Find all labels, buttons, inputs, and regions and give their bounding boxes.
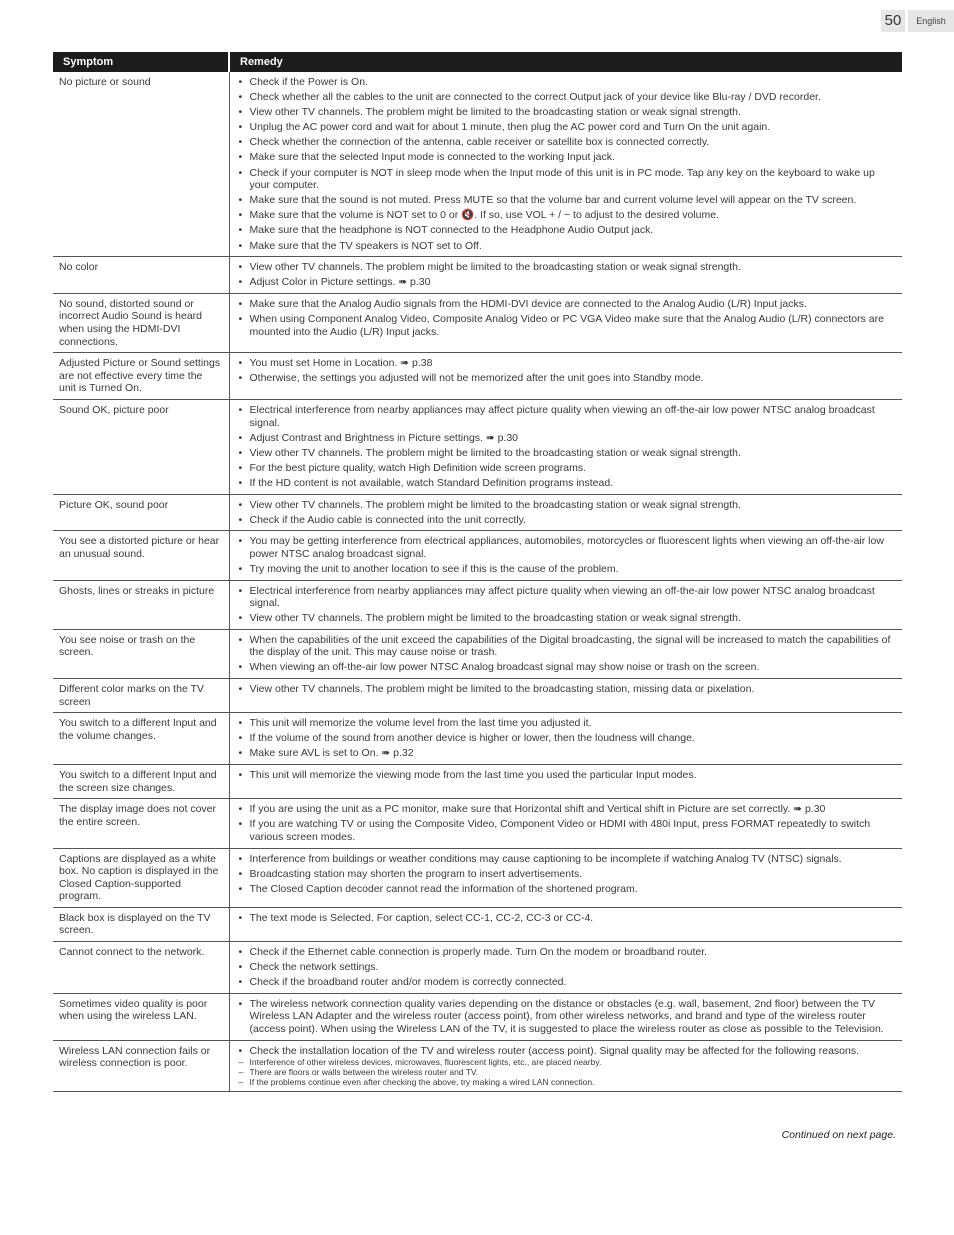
remedy-item: • The Closed Caption decoder cannot read the information of the shortened program.: [239, 883, 897, 896]
table-row: [53, 942, 902, 994]
remedy-item: • View other TV channels. The problem might be limited to the broadcasting station or weak signal strength.: [239, 499, 897, 512]
remedy-item: • Check if the broadband router and/or modem is correctly connected.: [239, 976, 897, 989]
remedy-item: • When the capabilities of the unit exceed the capabilities of the Digital broadcasting, the signal will be increased to match the capabilities of the display of the unit. This may cause noise or trash.: [239, 634, 897, 659]
remedy-item: • Check the network settings.: [239, 961, 897, 974]
remedy-item: • View other TV channels. The problem might be limited to the broadcasting station or weak signal strength.: [239, 612, 897, 625]
remedy-list: [239, 298, 897, 338]
symptom-cell: Cannot connect to the network.: [53, 942, 229, 994]
table-row: [53, 531, 902, 580]
remedy-subnote: – There are floors or walls between the wireless router and TV.: [239, 1067, 897, 1077]
remedy-item: • View other TV channels. The problem might be limited to the broadcasting station or weak signal strength.: [239, 261, 897, 274]
remedy-cell: [229, 713, 902, 765]
remedy-item: • Broadcasting station may shorten the program to insert advertisements.: [239, 868, 897, 881]
table-row: [53, 257, 902, 294]
table-row: [53, 353, 902, 400]
table-row: [53, 629, 902, 678]
symptom-cell: Ghosts, lines or streaks in picture: [53, 580, 229, 629]
remedy-cell: [229, 679, 902, 713]
remedy-subnote: – If the problems continue even after checking the above, try making a wired LAN connection.: [239, 1077, 897, 1087]
remedy-cell: [229, 848, 902, 907]
remedy-cell: [229, 494, 902, 531]
remedy-item: • Make sure that the headphone is NOT connected to the Headphone Audio Output jack.: [239, 224, 897, 237]
remedy-list: [239, 634, 897, 674]
remedy-cell: [229, 257, 902, 294]
symptom-cell: Sound OK, picture poor: [53, 399, 229, 494]
symptom-cell: Wireless LAN connection fails or wireless connection is poor.: [53, 1040, 229, 1092]
remedy-item: • Make sure AVL is set to On. ➠ p.32: [239, 747, 897, 760]
symptom-cell: You switch to a different Input and the volume changes.: [53, 713, 229, 765]
symptom-cell: You see noise or trash on the screen.: [53, 629, 229, 678]
remedy-item: • The wireless network connection quality varies depending on the distance or obstacles (e.g. wall, basement, 2nd floor) between the TV Wireless LAN Adapter and the wireless router (access point), from other wireless networks, and brand and type of the wireless router (access point). When using the Wireless LAN of the TV, it is suggested to place the wireless router as close as possible to the Television.: [239, 998, 897, 1036]
remedy-list: [239, 499, 897, 527]
table-row: [53, 1040, 902, 1092]
remedy-item: • When using Component Analog Video, Composite Analog Video or PC VGA Video make sure that the Analog Audio (L/R) connectors are mounted into the Audio (L/R) Input jacks.: [239, 313, 897, 338]
remedy-item: • This unit will memorize the viewing mode from the last time you used the particular Input modes.: [239, 769, 897, 782]
remedy-item: • Check if the Audio cable is connected into the unit correctly.: [239, 514, 897, 527]
remedy-cell: [229, 580, 902, 629]
remedy-cell: [229, 993, 902, 1040]
table-row: [53, 907, 902, 941]
remedy-item: • Check if your computer is NOT in sleep mode when the Input mode of this unit is in PC mode. Tap any key on the keyboard to wake up your computer.: [239, 167, 897, 192]
remedy-item: • If you are using the unit as a PC monitor, make sure that Horizontal shift and Vertical shift in Picture are set correctly. ➠ p.30: [239, 803, 897, 816]
remedy-item: • Make sure that the TV speakers is NOT set to Off.: [239, 240, 897, 253]
table-row: [53, 799, 902, 848]
remedy-item: • Otherwise, the settings you adjusted will not be memorized after the unit goes into Standby mode.: [239, 372, 897, 385]
remedy-item: • Check if the Ethernet cable connection is properly made. Turn On the modem or broadband router.: [239, 946, 897, 959]
remedy-item: • If the volume of the sound from another device is higher or lower, then the loudness will change.: [239, 732, 897, 745]
remedy-cell: [229, 907, 902, 941]
table-row: [53, 399, 902, 494]
symptom-cell: Picture OK, sound poor: [53, 494, 229, 531]
continued-note: Continued on next page.: [781, 1129, 896, 1141]
remedy-cell: [229, 765, 902, 799]
remedy-item: • If the HD content is not available, watch Standard Definition programs instead.: [239, 477, 897, 490]
remedy-item: • Check whether the connection of the antenna, cable receiver or satellite box is connected correctly.: [239, 136, 897, 149]
symptom-cell: The display image does not cover the entire screen.: [53, 799, 229, 848]
remedy-item: • Electrical interference from nearby appliances may affect picture quality when viewing an off-the-air low power NTSC analog broadcast signal.: [239, 404, 897, 429]
remedy-item: • You must set Home in Location. ➠ p.38: [239, 357, 897, 370]
remedy-item: • This unit will memorize the volume level from the last time you adjusted it.: [239, 717, 897, 730]
symptom-cell: No sound, distorted sound or incorrect Audio Sound is heard when using the HDMI-DVI connections.: [53, 293, 229, 352]
remedy-cell: [229, 1040, 902, 1092]
table-row: [53, 848, 902, 907]
remedy-cell: [229, 353, 902, 400]
remedy-list: [239, 261, 897, 289]
remedy-item: • You may be getting interference from electrical appliances, automobiles, motorcycles or fluorescent lights when viewing an off-the-air low power NTSC analog broadcast signal.: [239, 535, 897, 560]
header-symptom: Symptom: [53, 52, 229, 72]
remedy-list: [239, 76, 897, 252]
remedy-cell: [229, 399, 902, 494]
remedy-cell: [229, 629, 902, 678]
remedy-item: • The text mode is Selected. For caption, select CC-1, CC-2, CC-3 or CC-4.: [239, 912, 897, 925]
remedy-item: • If you are watching TV or using the Composite Video, Component Video or HDMI with 480i Input, press FORMAT repeatedly to switch various screen modes.: [239, 818, 897, 843]
remedy-list: [239, 998, 897, 1036]
remedy-item: • Make sure that the sound is not muted. Press MUTE so that the volume bar and current volume level will appear on the TV screen.: [239, 194, 897, 207]
remedy-item: • Check the installation location of the TV and wireless router (access point). Signal quality may be affected for the following reasons.: [239, 1045, 897, 1058]
symptom-cell: No color: [53, 257, 229, 294]
table-row: [53, 580, 902, 629]
remedy-cell: [229, 942, 902, 994]
table-row: [53, 679, 902, 713]
remedy-list: [239, 585, 897, 625]
remedy-list: [239, 683, 897, 696]
symptom-cell: Adjusted Picture or Sound settings are not effective every time the unit is Turned On.: [53, 353, 229, 400]
remedy-item: • Adjust Contrast and Brightness in Picture settings. ➠ p.30: [239, 432, 897, 445]
remedy-list: [239, 946, 897, 989]
page-number: 50: [881, 10, 905, 32]
remedy-subnote: – Interference of other wireless devices, microwaves, fluorescent lights, etc., are placed nearby.: [239, 1057, 897, 1067]
table-row: [53, 765, 902, 799]
remedy-list: [239, 912, 897, 925]
table-row: [53, 993, 902, 1040]
remedy-item: • For the best picture quality, watch High Definition wide screen programs.: [239, 462, 897, 475]
remedy-item: • Make sure that the Analog Audio signals from the HDMI-DVI device are connected to the Analog Audio (L/R) Input jacks.: [239, 298, 897, 311]
symptom-cell: Sometimes video quality is poor when using the wireless LAN.: [53, 993, 229, 1040]
remedy-item: • Try moving the unit to another location to see if this is the cause of the problem.: [239, 563, 897, 576]
remedy-item: • View other TV channels. The problem might be limited to the broadcasting station or weak signal strength.: [239, 447, 897, 460]
remedy-item: • Adjust Color in Picture settings. ➠ p.30: [239, 276, 897, 289]
remedy-item: • Check whether all the cables to the unit are connected to the correct Output jack of your device like Blu-ray / DVD recorder.: [239, 91, 897, 104]
remedy-list: [239, 769, 897, 782]
remedy-list: [239, 853, 897, 896]
remedy-item: • Unplug the AC power cord and wait for about 1 minute, then plug the AC power cord and Turn On the unit again.: [239, 121, 897, 134]
symptom-cell: You switch to a different Input and the screen size changes.: [53, 765, 229, 799]
remedy-item: • View other TV channels. The problem might be limited to the broadcasting station, missing data or pixelation.: [239, 683, 897, 696]
table-header-row: [53, 52, 902, 72]
remedy-list: [239, 803, 897, 843]
table-row: [53, 72, 902, 257]
remedy-list: [239, 404, 897, 490]
remedy-cell: [229, 799, 902, 848]
remedy-item: • When viewing an off-the-air low power NTSC Analog broadcast signal may show noise or trash on the screen.: [239, 661, 897, 674]
remedy-cell: [229, 531, 902, 580]
symptom-cell: Black box is displayed on the TV screen.: [53, 907, 229, 941]
remedy-item: • Electrical interference from nearby appliances may affect picture quality when viewing an off-the-air low power NTSC analog broadcast signal.: [239, 585, 897, 610]
table-row: [53, 494, 902, 531]
remedy-list: [239, 1045, 897, 1058]
remedy-list: [239, 717, 897, 760]
symptom-cell: You see a distorted picture or hear an unusual sound.: [53, 531, 229, 580]
remedy-cell: [229, 72, 902, 257]
remedy-item: • Interference from buildings or weather conditions may cause captioning to be incomplete if watching Analog TV (NTSC) signals.: [239, 853, 897, 866]
remedy-list: [239, 535, 897, 575]
remedy-list: [239, 357, 897, 385]
symptom-cell: Captions are displayed as a white box. No caption is displayed in the Closed Caption-supported program.: [53, 848, 229, 907]
language-label: English: [908, 10, 954, 32]
remedy-item: • Make sure that the selected Input mode is connected to the working Input jack.: [239, 151, 897, 164]
troubleshooting-table: [53, 52, 902, 1092]
remedy-item: • View other TV channels. The problem might be limited to the broadcasting station or weak signal strength.: [239, 106, 897, 119]
symptom-cell: Different color marks on the TV screen: [53, 679, 229, 713]
table-row: [53, 293, 902, 352]
remedy-cell: [229, 293, 902, 352]
remedy-item: • Check if the Power is On.: [239, 76, 897, 89]
symptom-cell: No picture or sound: [53, 72, 229, 257]
remedy-item: • Make sure that the volume is NOT set to 0 or 🔇. If so, use VOL + / − to adjust to the desired volume.: [239, 209, 897, 222]
header-remedy: Remedy: [229, 52, 902, 72]
table-row: [53, 713, 902, 765]
